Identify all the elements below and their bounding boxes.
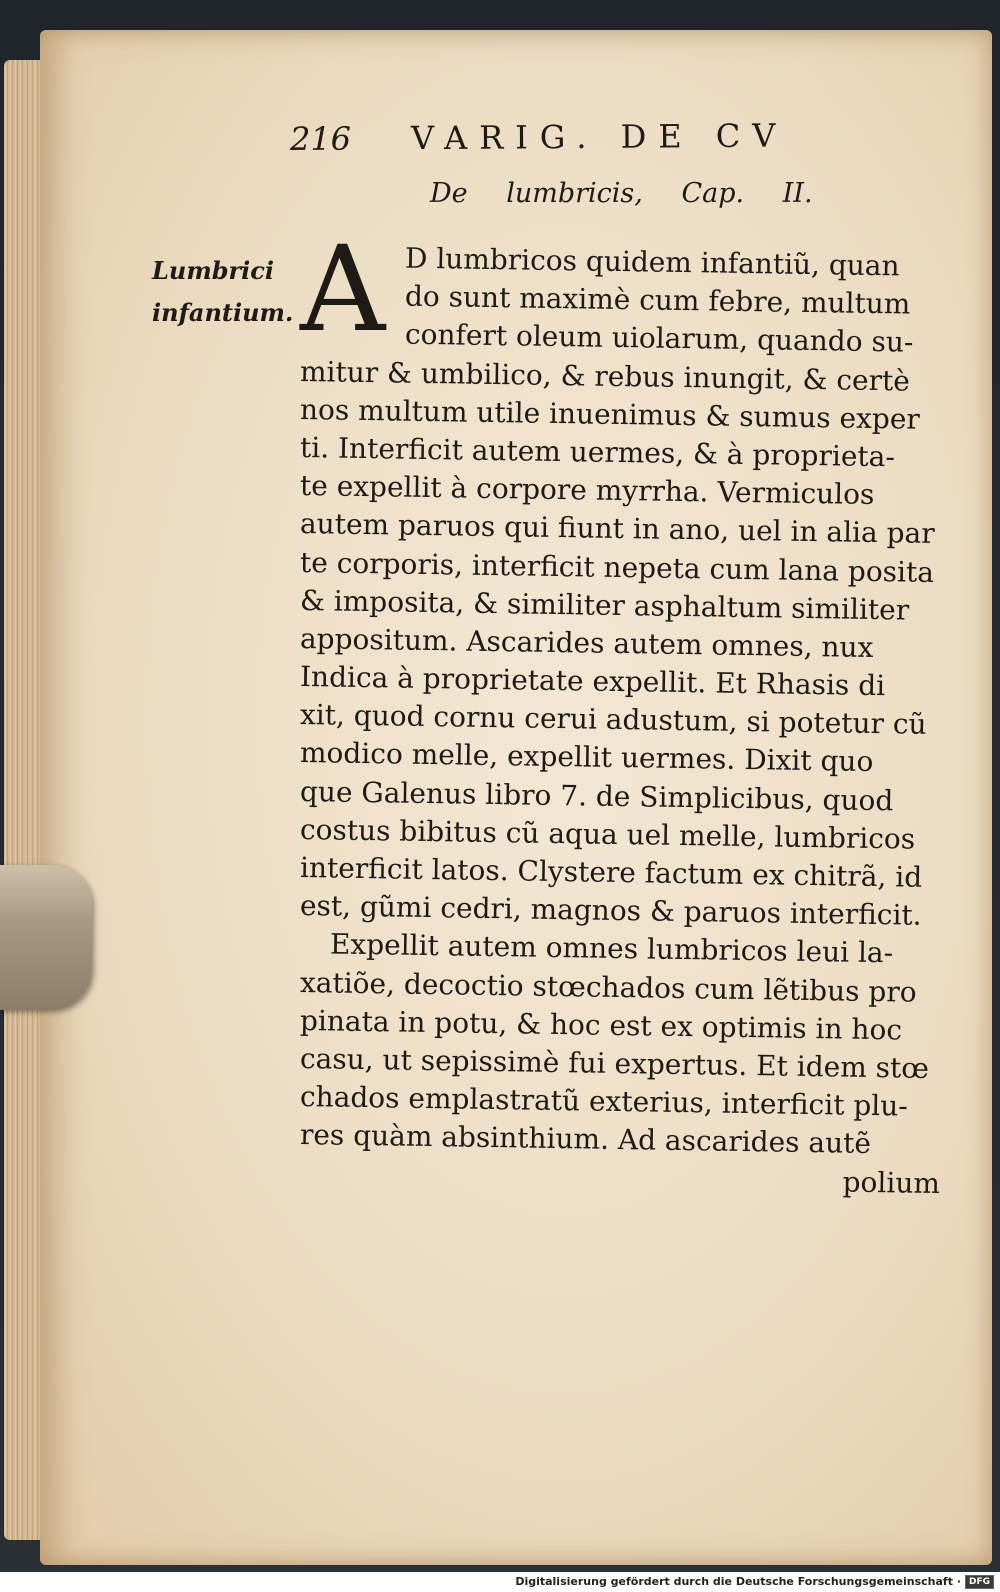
catchword: polium [842, 1165, 941, 1200]
text-line: xatiõe, decoctio stœchados cum lẽtibus pro [299, 965, 917, 1009]
drop-cap: A [300, 220, 386, 358]
text-line: costus bibitus cũ aqua uel melle, lumbricos [299, 812, 916, 856]
text-line: te corporis, interficit nepeta cum lana posita [299, 545, 935, 589]
text-line: confert oleum uiolarum, quando su- [404, 318, 914, 360]
text-line: xit, quod cornu cerui adustum, si potetur cũ [299, 698, 927, 742]
page-number: 216 [289, 119, 352, 159]
text-line: autem paruos qui fiunt in ano, uel in alia par [299, 507, 935, 551]
page-clip [0, 865, 92, 1010]
body-text [299, 238, 941, 1200]
chapter-title: De lumbricis, Cap. II. [430, 178, 813, 209]
running-head [290, 116, 870, 158]
text-line: est, gũmi cedri, magnos & paruos interficit. [299, 889, 922, 932]
text-line: casu, ut sepissimè fui expertus. Et idem stœ [299, 1041, 930, 1085]
text-line: interficit latos. Clystere factum ex chitrã, id [299, 851, 923, 894]
text-line: te expellit à corpore myrrha. Vermiculos [299, 469, 875, 512]
text-line: mitur & umbilico, & rebus inungit, & certè [299, 354, 911, 398]
running-title: VARIG. DE CV [410, 116, 788, 158]
text-line: pinata in potu, & hoc est ex optimis in hoc [299, 1003, 903, 1047]
dfg-logo-icon: DFG [965, 1575, 994, 1589]
text-line: ti. Interficit autem uermes, & à proprieta- [299, 430, 896, 474]
text-line: res quàm absinthium. Ad ascarides autẽ [299, 1118, 872, 1161]
text-line: que Galenus libro 7. de Simplicibus, quod [299, 774, 894, 817]
text-line: Expellit autem omnes lumbricos leui la- [329, 927, 894, 970]
text-line: D lumbricos quidem infantiũ, quan [404, 241, 900, 283]
marginal-note-line: Lumbrici [152, 256, 274, 285]
text-line: nos multum utile inuenimus & sumus exper [299, 392, 921, 436]
text-line: chados emplastratũ exterius, interficit plu- [299, 1080, 908, 1123]
text-line: modico melle, expellit uermes. Dixit quo [299, 736, 874, 779]
text-line: & imposita, & similiter asphaltum similiter [299, 583, 910, 627]
marginal-note-line: infantium. [152, 298, 294, 327]
footer-credit [0, 1572, 1000, 1592]
text-line: Indica à proprietate expellit. Et Rhasis di [299, 660, 886, 703]
marginal-note [152, 250, 293, 334]
footer-text: Digitalisierung gefördert durch die Deutsche Forschungsgemeinschaft · [515, 1575, 961, 1588]
text-line: appositum. Ascarides autem omnes, nux [299, 621, 874, 664]
text-line: do sunt maximè cum febre, multum [404, 279, 911, 321]
